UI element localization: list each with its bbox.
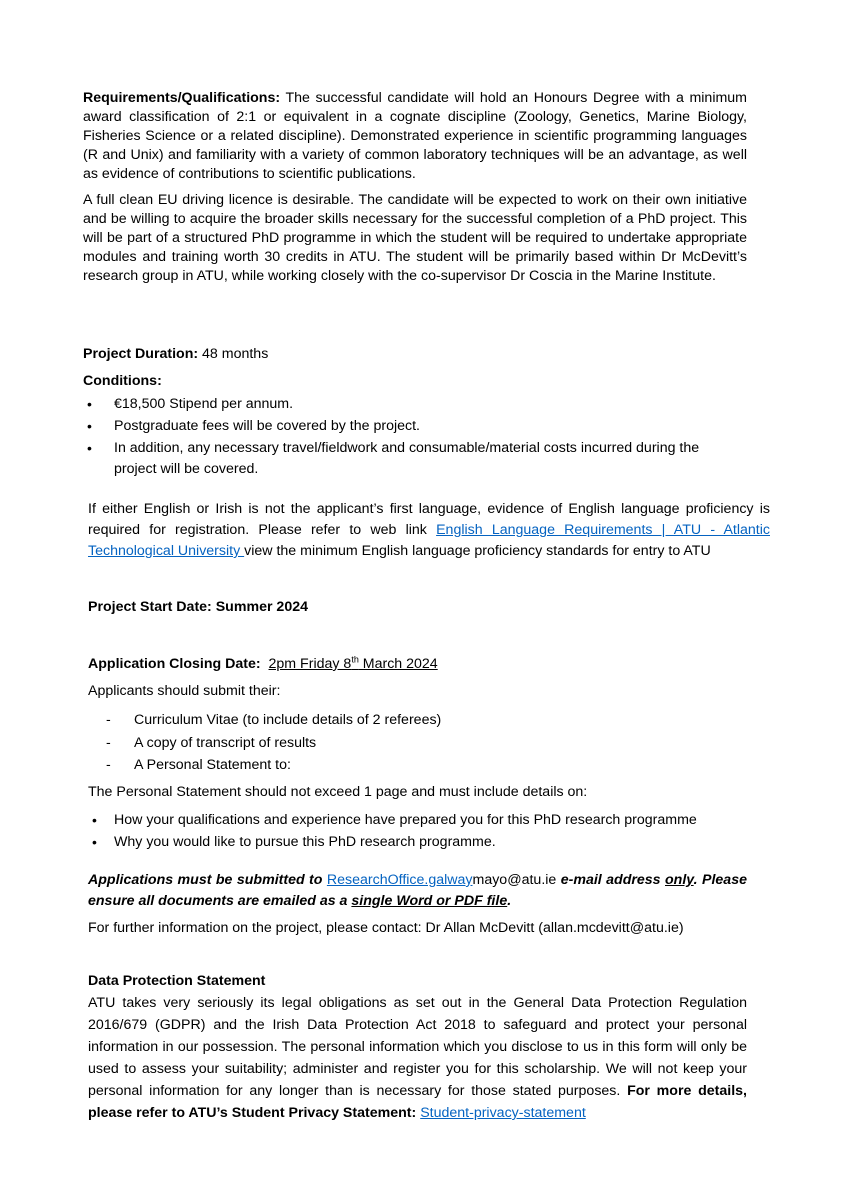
- requirements-section: [83, 89, 747, 286]
- email-rest: mayo@atu.ie: [472, 872, 557, 888]
- english-requirements-link[interactable]: English Language Requirements | ATU - Atlantic Technological University: [88, 522, 770, 559]
- language-text-after: view the minimum English language proficiency standards for entry to ATU: [244, 543, 711, 559]
- submission-paragraph: [88, 870, 747, 912]
- data-protection-heading: Data Protection Statement: [88, 973, 266, 989]
- privacy-statement-link[interactable]: Student-privacy-statement: [420, 1105, 586, 1121]
- data-protection-text: ATU takes very seriously its legal obligations as set out in the General Data Protection Regulation 2016/679 (GDPR) and the Irish Data Protection Act 2018 to safeguard and protect your personal information in our possession. The personal information which you disclose to us in this form will only be used to assess your suitability; administer and register you for this scholarship. We will not keep your personal information for any longer than is necessary for those stated purposes. For more details, please refer to ATU’s Student Privacy Statement: Student-privacy-statement: [88, 995, 747, 1121]
- requirements-label: Requirements/Qualifications:: [83, 90, 281, 106]
- data-protection-section: [88, 970, 747, 1124]
- statement-intro: The Personal Statement should not exceed 1 page and must include details on:: [88, 783, 588, 800]
- submission-format: single Word or PDF file: [351, 893, 508, 909]
- language-text: If either English or Irish is not the applicant’s first language, evidence of English language proficiency is required for registration. Please refer to web link: [88, 501, 770, 538]
- submission-mid: e-mail address: [556, 872, 665, 888]
- duration-label: Project Duration:: [83, 346, 199, 362]
- conditions-section: [83, 372, 723, 481]
- requirements-paragraph-2: A full clean EU driving licence is desirable. The candidate will be expected to work on their own initiative and be willing to acquire the broader skills necessary for the successful completion of a PhD project. This will be part of a structured PhD programme in which the student will be required to undertake appropriate modules and training worth 30 credits in ATU. The student will be primarily based within Dr McDevitt’s research group in ATU, while working closely with the co-supervisor Dr Coscia in the Marine Institute.: [83, 192, 747, 284]
- statement-list: [88, 810, 770, 853]
- conditions-list: [83, 394, 723, 480]
- submission-list: [88, 709, 770, 777]
- conditions-label: Conditions:: [83, 373, 162, 389]
- requirements-text: The successful candidate will hold an Honours Degree with a minimum award classification of 2:1 or equivalent in a cognate discipline (Zoology, Genetics, Marine Biology, Fisheries Science or a related discipline). Demonstrated experience in scientific programming languages (R and Unix) and familiarity with a variety of common laboratory techniques will be an advantage, as well as evidence of contributions to scientific publications.: [83, 90, 747, 182]
- duration-value: 48 months: [198, 346, 269, 362]
- list-item: - A copy of transcript of results: [88, 732, 770, 755]
- submission-end: .: [507, 893, 512, 909]
- project-start-date: Project Start Date: Summer 2024: [88, 599, 308, 615]
- duration-line: [83, 345, 747, 364]
- requirements-paragraph: [83, 89, 747, 184]
- list-item: • Why you would like to pursue this PhD research programme.: [88, 832, 770, 853]
- submission-pre: Applications must be submitted to: [88, 872, 327, 888]
- list-item: • How your qualifications and experience have prepared you for this PhD research programme: [88, 810, 770, 831]
- closing-date-line: [88, 655, 770, 674]
- closing-section: [88, 655, 770, 854]
- language-paragraph: [88, 499, 770, 562]
- submission-only: only: [665, 872, 694, 888]
- list-item: • €18,500 Stipend per annum.: [83, 394, 723, 415]
- closing-date-label: Application Closing Date:: [88, 656, 261, 672]
- list-item: • In addition, any necessary travel/fieldwork and consumable/material costs incurred during the project will be covered.: [83, 438, 723, 480]
- contact-line: For further information on the project, please contact: Dr Allan McDevitt (allan.mcdevitt@atu.ie): [88, 920, 684, 936]
- list-item: - Curriculum Vitae (to include details of 2 referees): [88, 709, 770, 732]
- list-item: • Postgraduate fees will be covered by the project.: [83, 416, 723, 437]
- submission-post: . Please ensure all documents are emailed as a: [88, 872, 747, 909]
- email-link[interactable]: ResearchOffice.galway: [326, 872, 473, 888]
- closing-date-value: 2pm Friday 8th March 2024: [268, 654, 438, 672]
- applicants-intro: Applicants should submit their:: [88, 683, 281, 699]
- list-item: - A Personal Statement to:: [88, 754, 770, 777]
